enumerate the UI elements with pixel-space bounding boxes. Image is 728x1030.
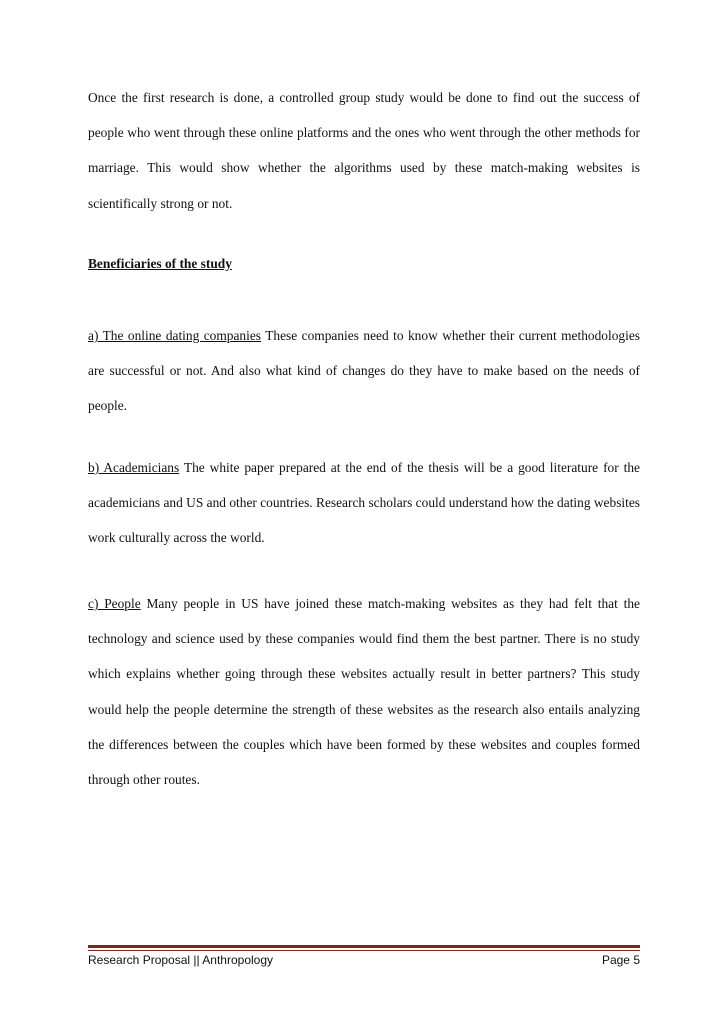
beneficiary-people <box>88 586 640 797</box>
page-number: Page 5 <box>601 953 640 967</box>
beneficiary-text: The white paper prepared at the end of the thesis will be a good literature for the academicians and US and other countries. Research scholars could understand how the dating websites work culturally across the world. <box>88 460 640 546</box>
beneficiary-lead: a) The online dating companies <box>88 328 262 343</box>
beneficiary-academicians <box>88 450 640 556</box>
beneficiary-lead: c) People <box>88 596 141 611</box>
intro-paragraph: Once the first research is done, a controlled group study would be done to find out the success of people who went through these online platforms and the ones who went through the other methods for marriage. This would show whether the algorithms used by these match-making websites is scientifically strong or not. <box>88 90 640 211</box>
footer-title: Research Proposal || Anthropology <box>88 953 274 967</box>
beneficiary-text: These companies need to know whether their current methodologies are successful or not. And also what kind of changes do they have to make based on the needs of people. <box>88 328 640 414</box>
beneficiary-companies <box>88 318 640 424</box>
footer-rule <box>88 945 640 948</box>
section-heading: Beneficiaries of the study <box>88 256 232 271</box>
footer-rule-thin <box>88 950 640 951</box>
beneficiary-text: Many people in US have joined these match-making websites as they had felt that the technology and science used by these companies would find them the best partner. There is no study which explains whether going through these websites actually result in better partners? This study would help the people determine the strength of these websites as the research also entails analyzing the differences between the couples which have been formed by these websites and couples formed through other routes. <box>88 596 640 788</box>
beneficiary-lead: b) Academicians <box>88 460 180 475</box>
